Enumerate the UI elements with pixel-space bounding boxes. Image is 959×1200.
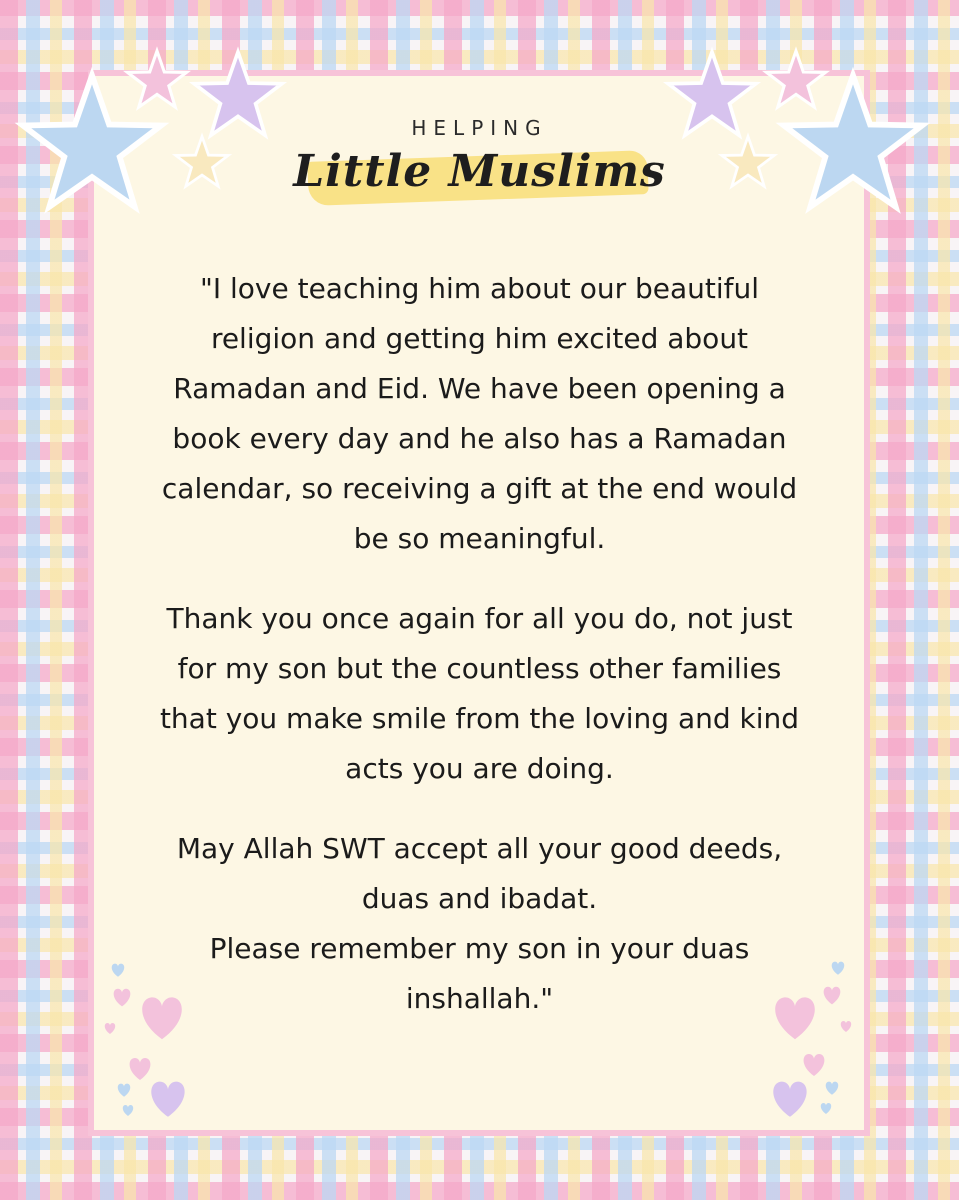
message-line: religion and getting him excited about: [210, 322, 749, 355]
brand-helping: HELPING: [411, 116, 548, 140]
message-line: book every day and he also has a Ramadan: [172, 422, 787, 455]
message-line: May Allah SWT accept all your good deeds,: [176, 832, 783, 865]
message-line: Ramadan and Eid. We have been opening a: [173, 372, 786, 405]
message-line: that you make smile from the loving and kind: [159, 702, 800, 735]
brand-logo-script: Little Muslims: [293, 146, 666, 197]
message-line: acts you are doing.: [345, 752, 614, 785]
paragraph-1: [120, 264, 839, 564]
paragraph-3: [120, 824, 839, 1024]
paragraph-2: [120, 594, 839, 794]
message-line: for my son but the countless other families: [177, 652, 782, 685]
message-line: Thank you once again for all you do, not just: [166, 602, 793, 635]
message-line: inshallah.": [405, 982, 554, 1015]
testimonial-message: [120, 264, 839, 1054]
message-line: calendar, so receiving a gift at the end would: [161, 472, 798, 505]
message-line: be so meaningful.: [353, 522, 606, 555]
message-line: duas and ibadat.: [361, 882, 598, 915]
message-line: "I love teaching him about our beautiful: [199, 272, 760, 305]
message-line: Please remember my son in your duas: [209, 932, 750, 965]
